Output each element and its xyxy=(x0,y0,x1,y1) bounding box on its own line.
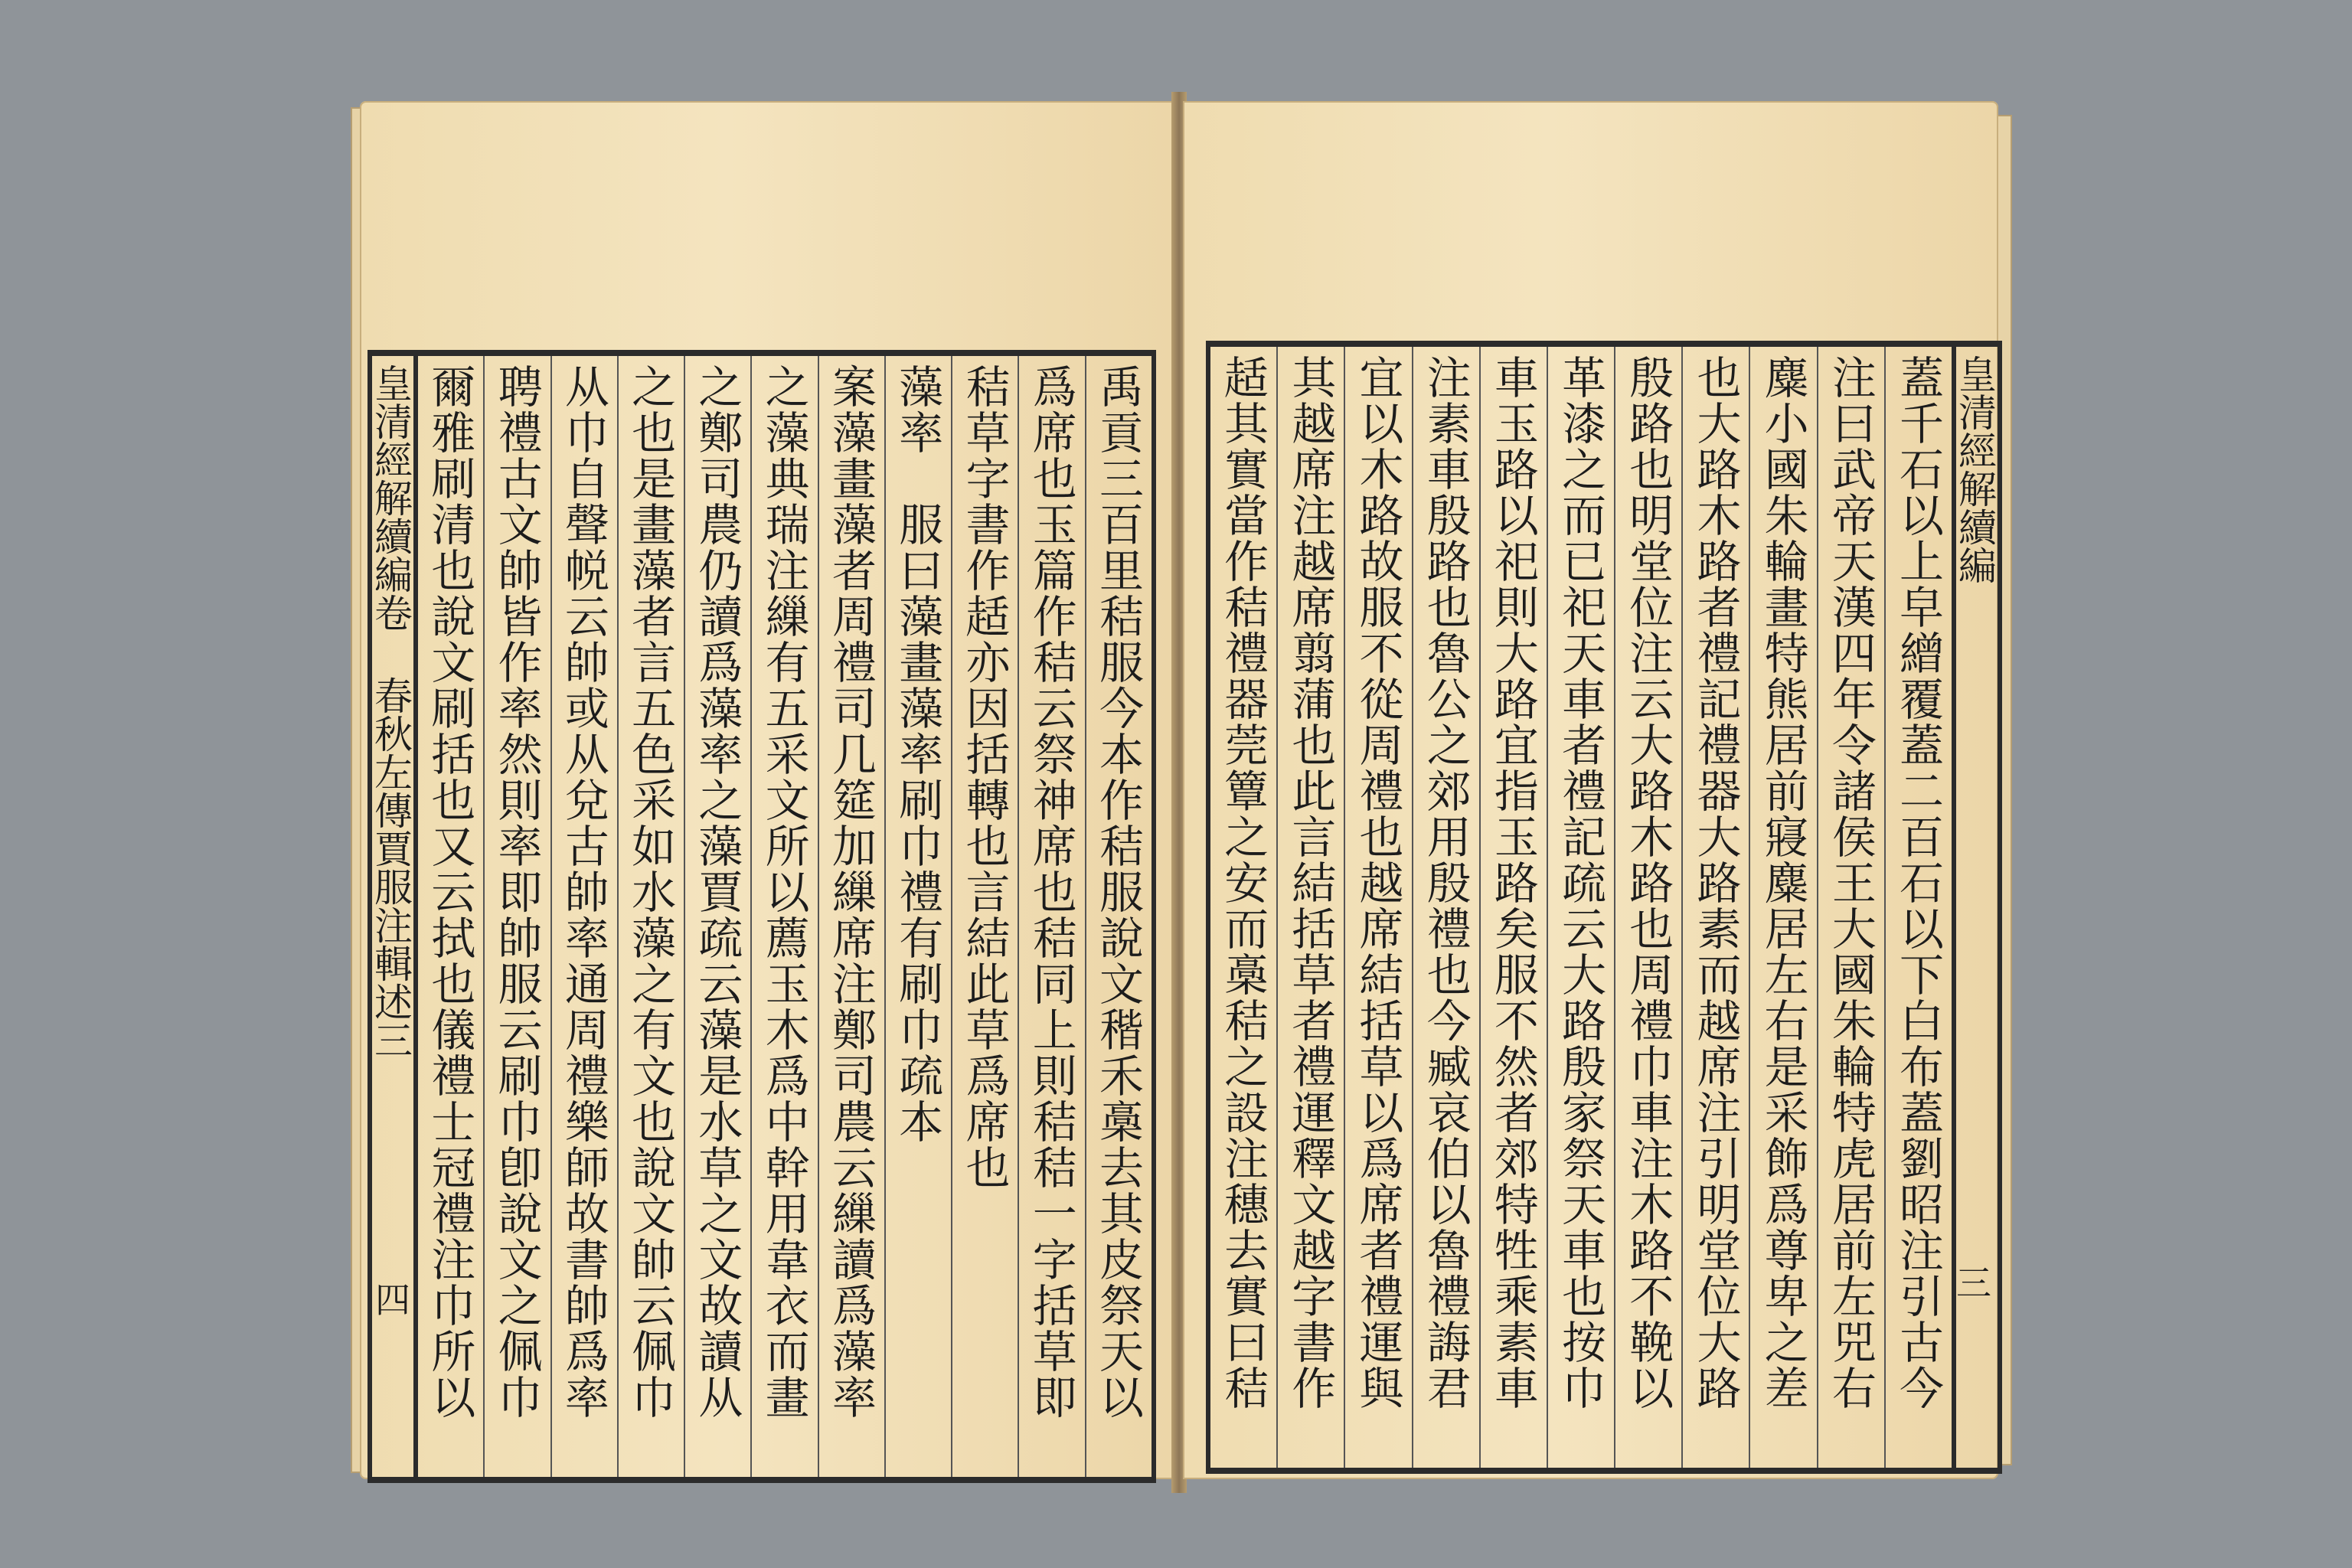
text-column: 宜以木路故服不從周禮也越席結括草以爲席者禮運與 xyxy=(1344,347,1411,1468)
text-column: 蓋千石以上皁繒覆蓋二百石以下白布蓋劉昭注引古今 xyxy=(1884,347,1952,1468)
text-column: 也大路木路者禮記禮器大路素而越席注引明堂位大路 xyxy=(1681,347,1749,1468)
text-column: 之藻典瑞注繅有五采文所以薦玉木爲中幹用韋衣而畫 xyxy=(750,356,817,1477)
left-page xyxy=(360,101,1175,1479)
left-margin-title: 皇清經解續編卷 xyxy=(368,364,413,632)
text-column: 秸草字書作趏亦因括轉也言結此草爲席也 xyxy=(951,356,1018,1477)
right-margin-title: 皇清經解續編 xyxy=(1952,354,1997,584)
right-folio-number: 三 xyxy=(1956,1263,1991,1304)
text-column: 趏其實當作秸禮器莞簟之安而槀秸之設注穗去實曰秸 xyxy=(1217,354,1269,1411)
text-column: 殷路也明堂位注云大路木路也周禮巾車注木路不鞔以 xyxy=(1614,347,1681,1468)
text-column: 車玉路以祀則大路宜指玉路矣服不然者郊特牲乘素車 xyxy=(1479,347,1547,1468)
text-column: 革漆之而已祀天車者禮記疏云大路殷家祭天車也按巾 xyxy=(1547,347,1614,1468)
text-column: 从巾自聲帨云帥或从兌古帥率通周禮樂師故書帥爲率 xyxy=(550,356,617,1477)
open-book xyxy=(360,92,1998,1485)
right-text-frame xyxy=(1206,341,1956,1474)
text-column: 爲席也玉篇作秸云祭神席也秸同上則秸秸一字括草即 xyxy=(1018,356,1084,1477)
text-column: 案藻畫藻者周禮司几筵加繅席注鄭司農云繅讀爲藻率 xyxy=(818,356,884,1477)
left-folio-number: 四 xyxy=(375,1279,410,1321)
text-column: 之也是畫藻者言五色采如水藻之有文也說文帥云佩巾 xyxy=(617,356,684,1477)
text-column: 聘禮古文帥皆作率然則率即帥服云刷巾卽說文之佩巾 xyxy=(483,356,550,1477)
text-column: 藻率 服曰藻畫藻率刷巾禮有刷巾疏本 xyxy=(884,356,951,1477)
text-column: 之鄭司農仍讀爲藻率之藻賈疏云藻是水草之文故讀从 xyxy=(684,356,750,1477)
left-margin-subtitle: 春秋左傳賈服注輯述三 xyxy=(368,676,413,1059)
text-column: 注曰武帝天漢四年令諸侯王大國朱輪特虎居前左兕右 xyxy=(1817,347,1884,1468)
left-text-frame xyxy=(413,350,1156,1483)
text-column: 麋小國朱輪畫特熊居前寢麋居左右是采飾爲尊卑之差 xyxy=(1749,347,1816,1468)
text-column: 其越席注越席翦蒲也此言結括草者禮運釋文越字書作 xyxy=(1276,347,1344,1468)
text-column: 禹貢三百里秸服今本作秸服說文稭禾槀去其皮祭天以 xyxy=(1085,356,1152,1477)
text-column: 注素車殷路也魯公之郊用殷禮也今臧哀伯以魯禮誨君 xyxy=(1412,347,1479,1468)
text-column: 爾雅刷清也說文刷括也又云拭也儀禮士冠禮注巾所以 xyxy=(423,364,476,1420)
